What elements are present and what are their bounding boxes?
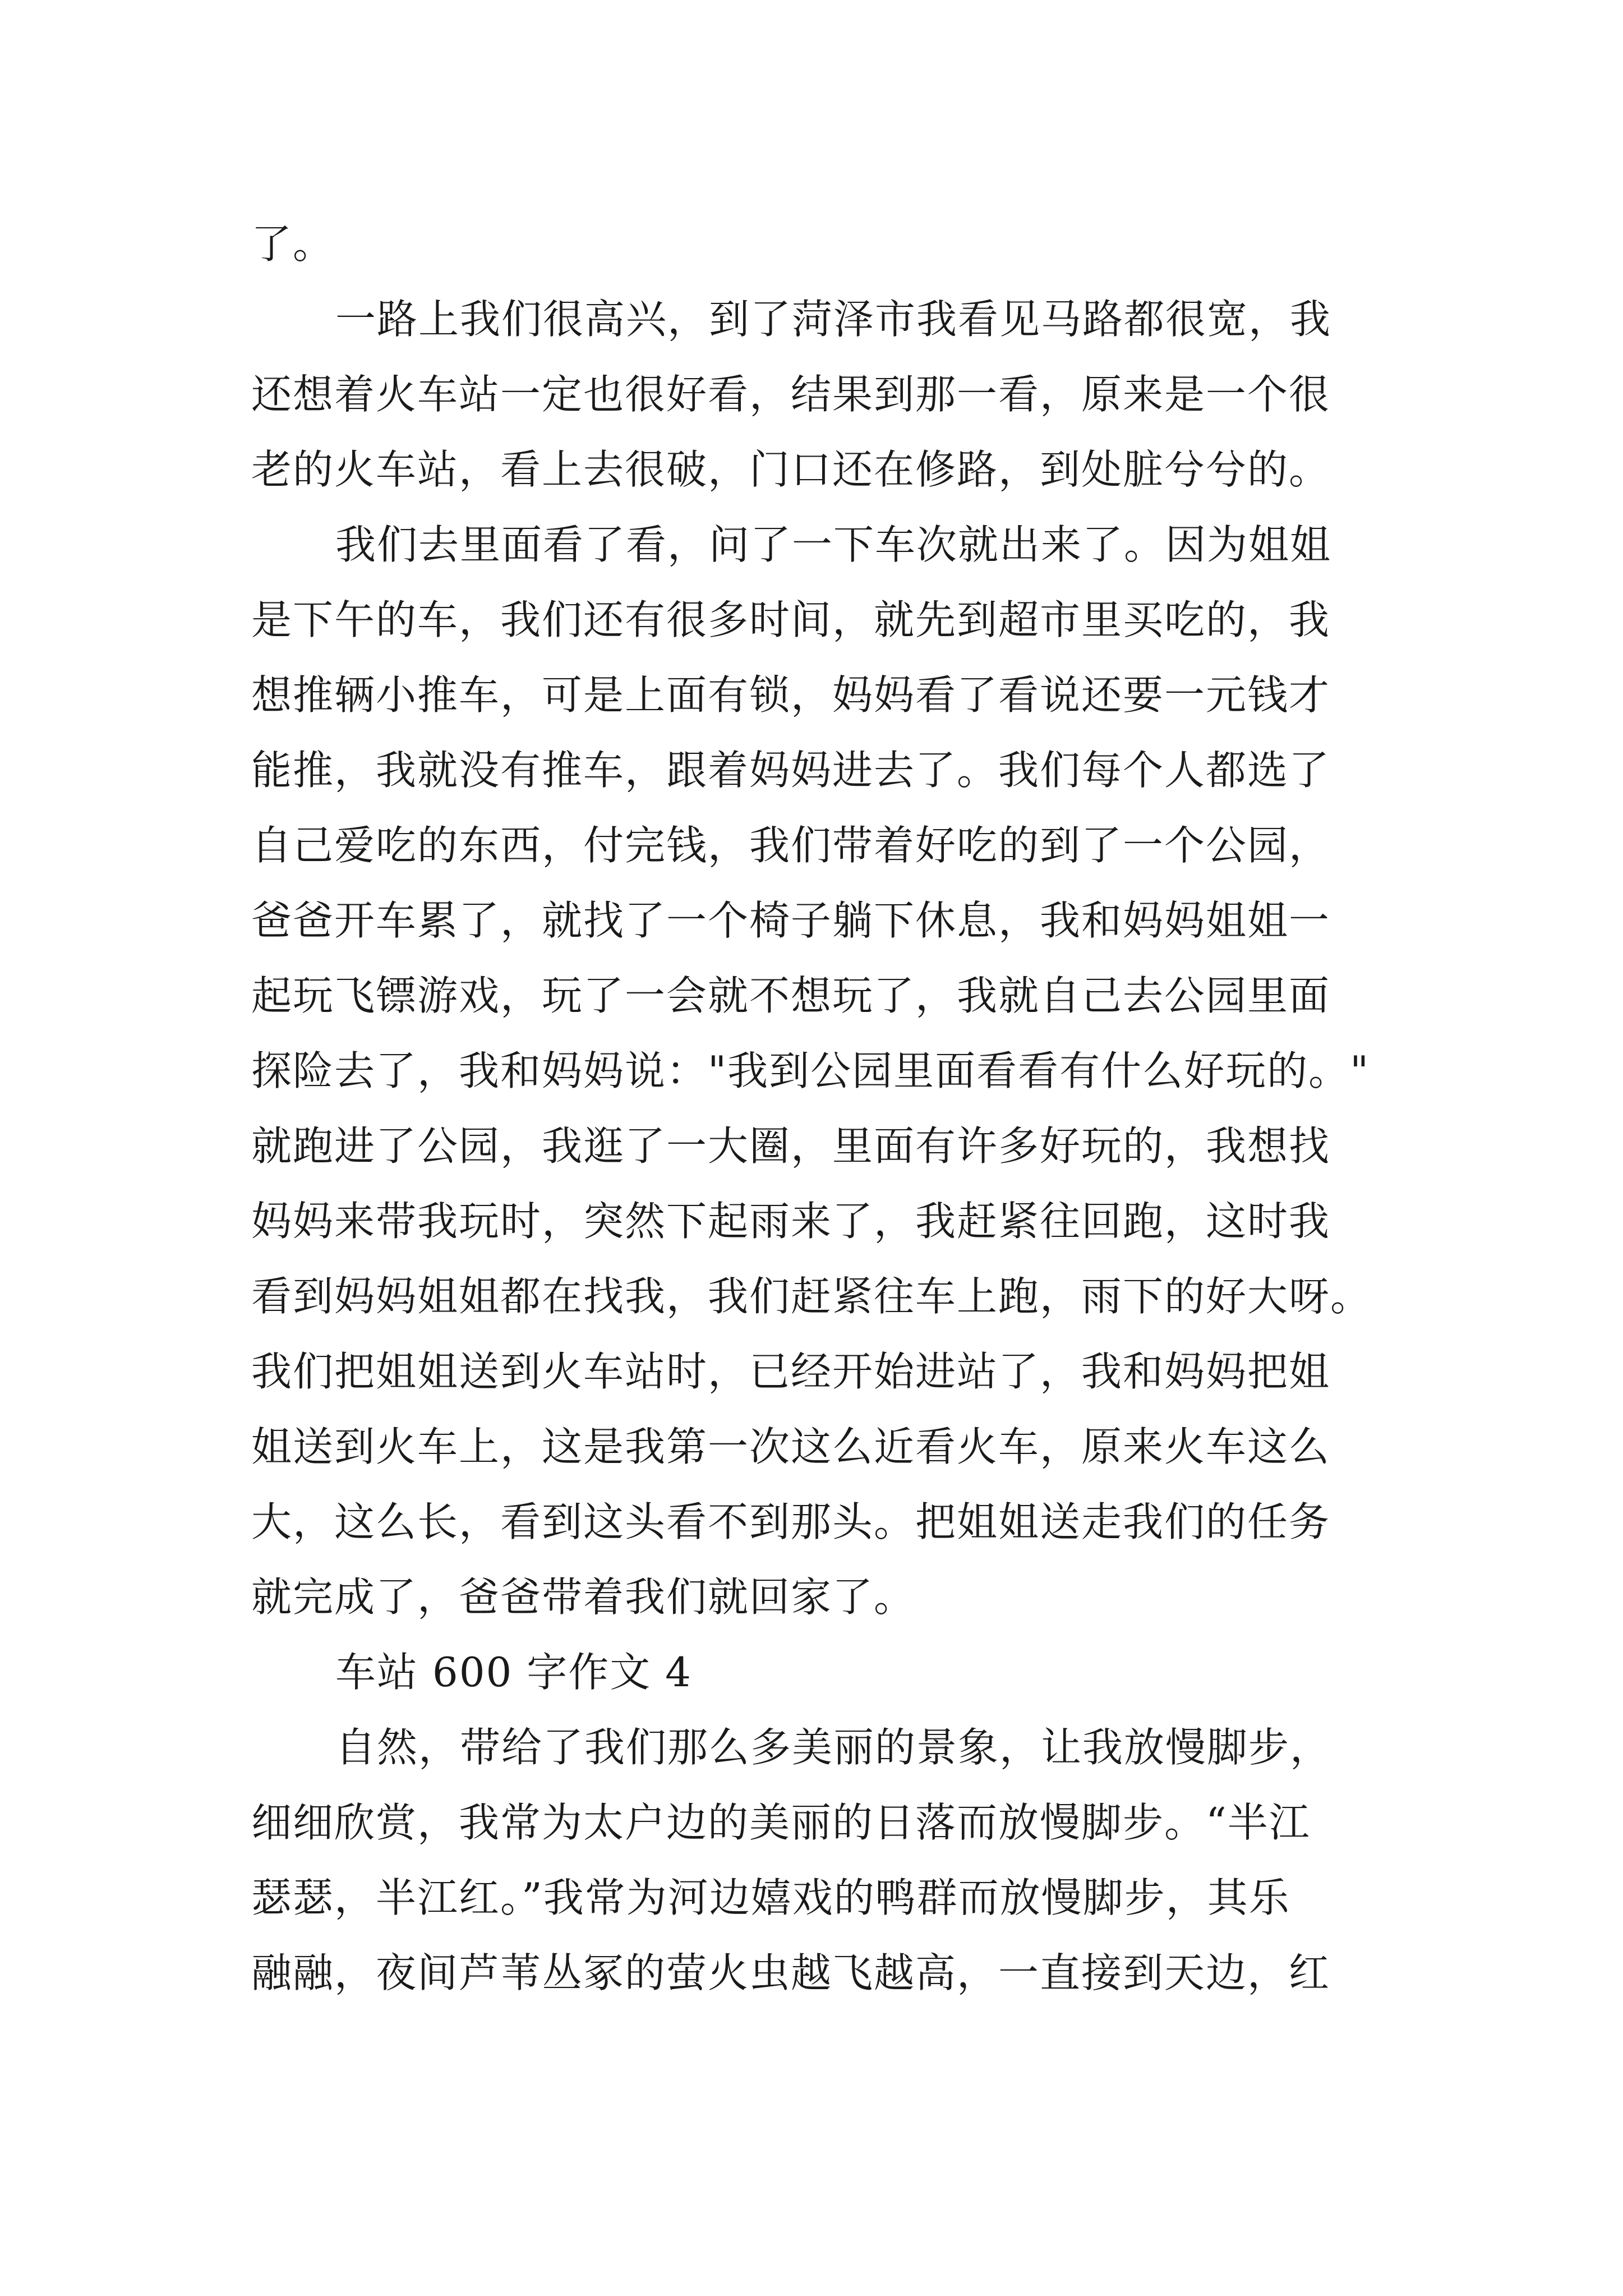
text-line: 自然，带给了我们那么多美丽的景象，让我放慢脚步， [335,1724,1332,1771]
text-line: 是下午的车，我们还有很多时间，就先到超市里买吃的，我 [251,596,1331,643]
text-line: 姐送到火车上，这是我第一次这么近看火车，原来火车这么 [251,1423,1331,1470]
text-line: 老的火车站，看上去很破，门口还在修路，到处脏兮兮的。 [251,446,1331,493]
text-line: 爸爸开车累了，就找了一个椅子躺下休息，我和妈妈姐姐一 [251,897,1331,944]
text-line: 我们把姐姐送到火车站时，已经开始进站了，我和妈妈把姐 [251,1348,1331,1395]
section-heading: 车站 600 字作文 4 [335,1649,692,1696]
text-line: 起玩飞镖游戏，玩了一会就不想玩了，我就自己去公园里面 [251,972,1331,1019]
text-line: 能推，我就没有推车，跟着妈妈进去了。我们每个人都选了 [251,747,1331,794]
text-line: 自己爱吃的东西，付完钱，我们带着好吃的到了一个公园， [251,822,1331,869]
text-line: 大，这么长，看到这头看不到那头。把姐姐送走我们的任务 [251,1498,1331,1545]
document-body [251,206,1378,2010]
text-line: 妈妈来带我玩时，突然下起雨来了，我赶紧往回跑，这时我 [251,1198,1331,1245]
text-line: 就完成了，爸爸带着我们就回家了。 [251,1573,916,1621]
text-line: 我们去里面看了看，问了一下车次就出来了。因为姐姐 [335,521,1332,568]
text-line: 融融，夜间芦苇丛冢的萤火虫越飞越高，一直接到天边，红 [251,1949,1331,1996]
text-line: 还想着火车站一定也很好看，结果到那一看，原来是一个很 [251,371,1331,418]
text-line: 了。 [251,220,335,268]
text-line: 探险去了，我和妈妈说："我到公园里面看看有什么好玩的。" [251,1047,1370,1094]
text-line: 细细欣赏，我常为太户边的美丽的日落而放慢脚步。“半江 [251,1799,1311,1846]
text-line: 看到妈妈姐姐都在找我，我们赶紧往车上跑，雨下的好大呀。 [251,1273,1372,1320]
text-line: 想推辆小推车，可是上面有锁，妈妈看了看说还要一元钱才 [251,671,1331,719]
text-line: 一路上我们很高兴，到了菏泽市我看见马路都很宽，我 [335,296,1332,343]
text-line: 就跑进了公园，我逛了一大圈，里面有许多好玩的，我想找 [251,1122,1331,1170]
text-line: 瑟瑟，半江红。”我常为河边嬉戏的鸭群而放慢脚步，其乐 [251,1874,1290,1921]
